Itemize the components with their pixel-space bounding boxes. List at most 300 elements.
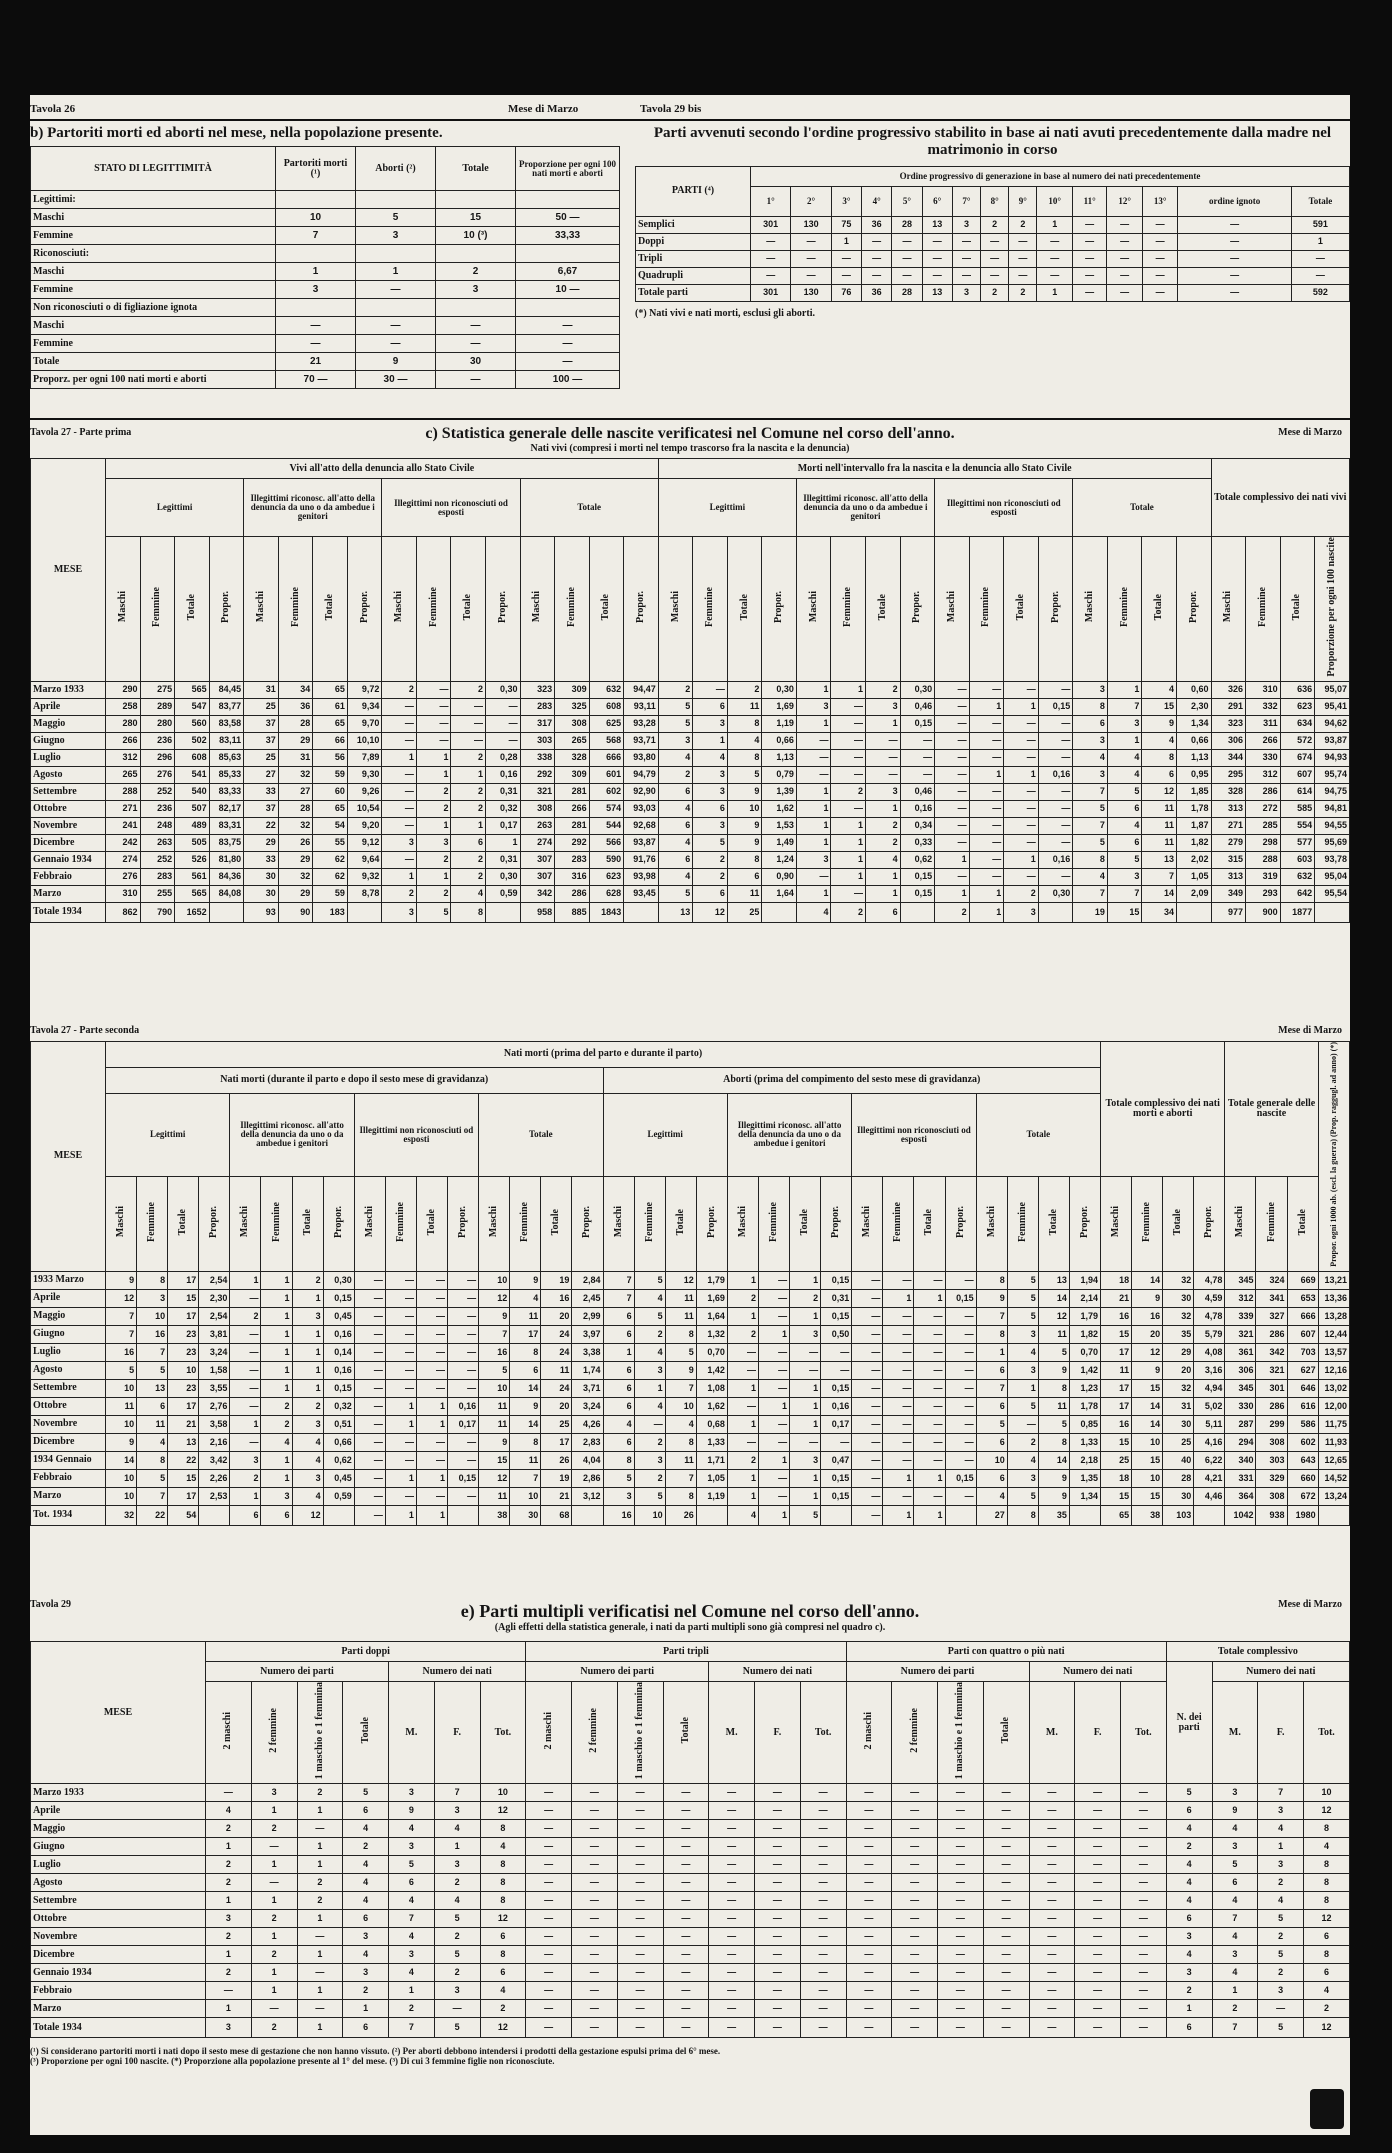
subcol-header: [1107, 537, 1142, 682]
table-cell: —: [1121, 1910, 1167, 1928]
table-cell: 2: [1166, 1838, 1212, 1856]
table-cell: —: [1075, 1910, 1121, 1928]
row-label: Marzo: [31, 2000, 206, 2018]
sub-num-parti: Numero dei parti: [526, 1662, 709, 1682]
table-cell: —: [526, 2000, 572, 2018]
row-label: Maschi: [31, 317, 276, 335]
table-cell: 5,11: [1194, 1415, 1225, 1433]
table-cell: —: [758, 1271, 789, 1289]
row-label: Maschi: [31, 209, 276, 227]
table-cell: —: [846, 1802, 892, 1820]
table-cell: —: [1121, 1874, 1167, 1892]
table-cell: 83,31: [209, 817, 244, 834]
table-cell: 977: [1211, 902, 1246, 922]
table-cell: —: [846, 1982, 892, 2000]
table-cell: —: [892, 250, 922, 267]
table-cell: 0,16: [1038, 851, 1073, 868]
table-cell: 1: [969, 885, 1004, 902]
table-cell: —: [883, 1487, 914, 1505]
subcol-header: [846, 1682, 892, 1784]
table-cell: 311: [1246, 715, 1281, 732]
table-cell: 0,33: [900, 834, 935, 851]
table-cell: 13: [658, 902, 693, 922]
table-cell: 4: [389, 1892, 435, 1910]
table-cell: —: [1075, 1946, 1121, 1964]
table-cell: 2: [727, 1289, 758, 1307]
table-cell: 62: [313, 868, 348, 885]
table-cell: —: [758, 1307, 789, 1325]
table-cell: —: [983, 2000, 1029, 2018]
table-cell: 628: [589, 885, 624, 902]
table-row: [31, 335, 620, 353]
table-cell: 1980: [1287, 1505, 1318, 1525]
table-cell: 4: [292, 1433, 323, 1451]
row-label: Novembre: [31, 1415, 106, 1433]
subcol-label: Totale: [462, 593, 474, 620]
table-cell: 6: [230, 1505, 261, 1525]
table-cell: [356, 299, 436, 317]
subcol-header: [347, 537, 382, 682]
subcol-header: [244, 537, 279, 682]
table-cell: —: [663, 1874, 709, 1892]
table-cell: —: [1291, 250, 1349, 267]
table-cell: —: [1142, 233, 1177, 250]
table-cell: 1: [486, 834, 521, 851]
table-cell: 5: [658, 715, 693, 732]
table-cell: 5: [658, 885, 693, 902]
subcol-header: [1038, 537, 1073, 682]
subcol-label: Maschi: [1110, 1206, 1122, 1238]
table-cell: 601: [589, 766, 624, 783]
table-cell: 20: [1132, 1325, 1163, 1343]
table-cell: —: [800, 1892, 846, 1910]
subcol-label: Propor.: [1049, 590, 1061, 623]
row-label: Maschi: [31, 263, 276, 281]
table-cell: —: [382, 715, 417, 732]
table-cell: 6: [1212, 1874, 1258, 1892]
table-cell: 7: [137, 1343, 168, 1361]
table-cell: 2: [343, 1982, 389, 2000]
table-cell: 2: [1258, 1964, 1304, 1982]
table-cell: 653: [1287, 1289, 1318, 1307]
table-cell: 0,45: [323, 1307, 354, 1325]
table-cell: 565: [175, 885, 210, 902]
table-cell: —: [663, 1946, 709, 1964]
table-cell: —: [1075, 1784, 1121, 1802]
table-cell: —: [983, 1874, 1029, 1892]
table-cell: 6: [976, 1397, 1007, 1415]
table-cell: 85,33: [209, 766, 244, 783]
subcol-label: Totale: [1047, 1208, 1059, 1236]
table-cell: 303: [520, 732, 555, 749]
table-cell: 8: [1073, 851, 1108, 868]
table-cell: 0,70: [696, 1343, 727, 1361]
table-cell: 4,59: [1194, 1289, 1225, 1307]
subcol-label: Totale: [185, 593, 197, 620]
table-cell: 1,08: [696, 1379, 727, 1397]
table-cell: 3: [693, 715, 728, 732]
table-cell: 93,98: [624, 868, 659, 885]
table-cell: 19: [541, 1469, 572, 1487]
table-cell: —: [1178, 284, 1291, 301]
table-cell: 28: [1163, 1469, 1194, 1487]
table-cell: 1: [261, 1379, 292, 1397]
row-label: Settembre: [31, 1379, 106, 1397]
table-cell: —: [382, 783, 417, 800]
table-cell: 1: [866, 800, 901, 817]
sub-num-nati: Numero dei nati: [709, 1662, 846, 1682]
table-cell: 5: [1258, 2018, 1304, 2038]
table-cell: —: [382, 851, 417, 868]
table-cell: —: [1178, 216, 1291, 233]
table-cell: 11: [137, 1415, 168, 1433]
table-cell: 11: [1101, 1361, 1132, 1379]
subcol-header: [168, 1176, 199, 1271]
table-cell: 5: [665, 1343, 696, 1361]
table-cell: 4: [434, 1820, 480, 1838]
table-cell: —: [206, 1784, 252, 1802]
subcol-header: [572, 1176, 603, 1271]
table-cell: —: [751, 267, 791, 284]
table-cell: —: [846, 1910, 892, 1928]
table-cell: 29: [1163, 1343, 1194, 1361]
subcol-label: Propor.: [1187, 590, 1199, 623]
table-cell: 2,14: [1069, 1289, 1100, 1307]
table-cell: 296: [140, 749, 175, 766]
row-label: Ottobre: [31, 1397, 106, 1415]
table-cell: 6: [1304, 1964, 1350, 1982]
table-cell: —: [892, 233, 922, 250]
table-cell: 13: [922, 216, 952, 233]
subcol-header: [292, 1176, 323, 1271]
table-row: [31, 681, 1350, 698]
table-cell: 4: [1304, 1838, 1350, 1856]
table-cell: 636: [1280, 681, 1315, 698]
table-cell: 3: [1212, 1838, 1258, 1856]
table-cell: —: [617, 2018, 663, 2038]
table-cell: 3,71: [572, 1379, 603, 1397]
table-cell: 1: [1212, 1982, 1258, 2000]
table-cell: 1,78: [1069, 1397, 1100, 1415]
subcol-label: Totale: [359, 1717, 371, 1744]
table-row: [31, 1928, 1350, 1946]
table-cell: 10: [479, 1271, 510, 1289]
table-cell: 286: [1256, 1397, 1287, 1415]
table-cell: 4: [1107, 766, 1142, 783]
subcol-header: [1142, 537, 1177, 682]
sub-num-nati: Numero dei nati: [1029, 1662, 1166, 1682]
table-cell: 2: [634, 1433, 665, 1451]
table-cell: 586: [1287, 1415, 1318, 1433]
table-cell: —: [572, 1838, 618, 1856]
table-cell: —: [634, 1415, 665, 1433]
table-cell: —: [969, 834, 1004, 851]
table-row: [31, 209, 620, 227]
row-label: Semplici: [636, 216, 751, 233]
table-row: [31, 851, 1350, 868]
table-cell: —: [385, 1361, 416, 1379]
table-row: [31, 868, 1350, 885]
table-cell: 15: [168, 1469, 199, 1487]
table-cell: 0,16: [323, 1325, 354, 1343]
row-label: Giugno: [31, 1325, 106, 1343]
table-cell: —: [846, 2018, 892, 2038]
table-cell: —: [297, 1964, 343, 1982]
subcol-header: [762, 537, 797, 682]
table-cell: 10: [106, 1379, 137, 1397]
table-cell: —: [251, 1874, 297, 1892]
table-cell: 95,04: [1315, 868, 1350, 885]
subcol-label: 2 femmine: [588, 1708, 600, 1753]
table-cell: 674: [1280, 749, 1315, 766]
table-cell: 4: [658, 834, 693, 851]
table-cell: [1069, 1505, 1100, 1525]
subcol-header: [106, 537, 141, 682]
partoriti-table: [30, 146, 620, 389]
table-cell: 16: [1132, 1307, 1163, 1325]
subcol-header: [261, 1176, 292, 1271]
table-cell: —: [1121, 1856, 1167, 1874]
table-cell: 9: [1142, 715, 1177, 732]
table-cell: 13: [168, 1433, 199, 1451]
table-cell: 502: [175, 732, 210, 749]
table-cell: 5: [603, 1469, 634, 1487]
table-cell: 54: [168, 1505, 199, 1525]
table-cell: 0,32: [486, 800, 521, 817]
subcol-label: Totale: [674, 1208, 686, 1236]
table-cell: 1: [883, 1505, 914, 1525]
table-cell: 0,16: [323, 1361, 354, 1379]
table-cell: —: [385, 1289, 416, 1307]
table-cell: 0,28: [486, 749, 521, 766]
table-cell: 60: [313, 783, 348, 800]
table-cell: 18: [1101, 1271, 1132, 1289]
table-cell: —: [663, 1856, 709, 1874]
table-cell: —: [831, 749, 866, 766]
table-cell: 3: [1258, 1802, 1304, 1820]
table-cell: 301: [1256, 1379, 1287, 1397]
table-cell: —: [1072, 216, 1106, 233]
table-cell: 1,62: [762, 800, 797, 817]
subcol-header: [1132, 1176, 1163, 1271]
ordine-col: 7°: [952, 186, 980, 216]
table-cell: 2: [382, 681, 417, 698]
table-cell: 21: [1101, 1289, 1132, 1307]
table-cell: 2,76: [199, 1397, 230, 1415]
subcol-label: Femmine: [1016, 1201, 1028, 1242]
table-cell: —: [800, 1928, 846, 1946]
subcol-label: Femmine: [1141, 1201, 1153, 1242]
table-cell: 1: [292, 1361, 323, 1379]
subcol-label: Femmine: [519, 1201, 531, 1242]
table-cell: —: [709, 1892, 755, 1910]
table-cell: 91,76: [624, 851, 659, 868]
table-cell: 1,87: [1176, 817, 1211, 834]
table-cell: —: [617, 1838, 663, 1856]
table-cell: 94,75: [1315, 783, 1350, 800]
table-cell: 1: [206, 1838, 252, 1856]
table-cell: —: [935, 715, 970, 732]
subcol-header: [790, 1176, 821, 1271]
table-cell: —: [1004, 834, 1039, 851]
table-cell: 312: [1225, 1289, 1256, 1307]
table-cell: —: [617, 1874, 663, 1892]
subcol-header: [137, 1176, 168, 1271]
subcol-label: Femmine: [146, 1201, 158, 1242]
table-cell: —: [1004, 681, 1039, 698]
total-row: [31, 2018, 1350, 2038]
row-label: Settembre: [31, 1892, 206, 1910]
table-cell: 281: [555, 817, 590, 834]
row-label: Ottobre: [31, 1910, 206, 1928]
table-cell: 324: [1256, 1271, 1287, 1289]
ordine-col: 10°: [1037, 186, 1072, 216]
table-cell: 1: [416, 1469, 447, 1487]
table-cell: 275: [140, 681, 175, 698]
table-cell: 65: [313, 715, 348, 732]
table-cell: 28: [892, 216, 922, 233]
table-cell: 38: [479, 1505, 510, 1525]
table-cell: 3: [434, 1982, 480, 2000]
table-cell: 9: [1132, 1289, 1163, 1307]
table-cell: 4,21: [1194, 1469, 1225, 1487]
table-cell: 325: [555, 698, 590, 715]
table-cell: 2: [658, 681, 693, 698]
table-cell: 1: [790, 1397, 821, 1415]
table-cell: —: [572, 1928, 618, 1946]
table-cell: 6: [510, 1361, 541, 1379]
table-cell: —: [831, 732, 866, 749]
table-cell: 1,53: [762, 817, 797, 834]
table-cell: —: [831, 766, 866, 783]
table-cell: —: [486, 698, 521, 715]
table-cell: 6: [603, 1397, 634, 1415]
table-cell: —: [1075, 1982, 1121, 2000]
subcol-header: [486, 537, 521, 682]
table-cell: 8: [1038, 1379, 1069, 1397]
table-cell: —: [1121, 1928, 1167, 1946]
table-cell: 1: [261, 1325, 292, 1343]
subcol-label: Maschi: [612, 1206, 624, 1238]
table-cell: 3: [634, 1451, 665, 1469]
col-mese: MESE: [31, 1042, 106, 1272]
table-cell: 95,07: [1315, 681, 1350, 698]
subcol-header: [343, 1682, 389, 1784]
subcol-header: Tot.: [800, 1682, 846, 1784]
table-cell: 2,86: [572, 1469, 603, 1487]
subcol-header: [1256, 1176, 1287, 1271]
table-cell: 9: [976, 1289, 1007, 1307]
table-cell: —: [945, 1415, 976, 1433]
table-cell: 8: [480, 1892, 526, 1910]
table-cell: —: [852, 1433, 883, 1451]
table-cell: 83,77: [209, 698, 244, 715]
table-cell: —: [448, 1433, 479, 1451]
table-cell: —: [1029, 1928, 1075, 1946]
table-cell: 0,66: [1176, 732, 1211, 749]
table-cell: 3: [230, 1451, 261, 1469]
table-cell: 603: [1280, 851, 1315, 868]
table-cell: 0,30: [1038, 885, 1073, 902]
table-cell: —: [938, 1856, 984, 1874]
table-row: [31, 1379, 1350, 1397]
table-cell: 5: [658, 698, 693, 715]
table-row: [31, 353, 620, 371]
table-cell: 2: [1004, 885, 1039, 902]
table-cell: 17: [168, 1271, 199, 1289]
table-cell: 2: [416, 885, 451, 902]
table-cell: 6: [603, 1433, 634, 1451]
subcol-label: Propor.: [208, 1205, 220, 1238]
table-cell: —: [448, 1289, 479, 1307]
table-cell: —: [693, 681, 728, 698]
table-cell: —: [969, 681, 1004, 698]
table-cell: 8: [137, 1271, 168, 1289]
table-cell: 4: [1212, 1928, 1258, 1946]
table-cell: 93: [244, 902, 279, 922]
row-label: Agosto: [31, 766, 106, 783]
table-cell: —: [1121, 1964, 1167, 1982]
table-cell: 5: [634, 1487, 665, 1505]
table-cell: 3: [952, 284, 980, 301]
table-cell: —: [900, 749, 935, 766]
table-cell: 7: [1073, 783, 1108, 800]
table-cell: 1: [206, 1946, 252, 1964]
table-cell: —: [983, 1964, 1029, 1982]
table-cell: —: [821, 1361, 852, 1379]
table-cell: 3: [382, 902, 417, 922]
table-cell: 2,18: [1069, 1451, 1100, 1469]
subcol-header: M.: [709, 1682, 755, 1784]
table-cell: —: [892, 2018, 938, 2038]
table-cell: 1: [385, 1397, 416, 1415]
table-cell: —: [1004, 715, 1039, 732]
table-cell: —: [866, 766, 901, 783]
table-cell: 54: [313, 817, 348, 834]
table-cell: 2: [297, 1892, 343, 1910]
table-cell: 8: [665, 1433, 696, 1451]
table-cell: —: [983, 1784, 1029, 1802]
table-cell: 4: [137, 1433, 168, 1451]
table-cell: 616: [1287, 1397, 1318, 1415]
table-cell: —: [572, 1910, 618, 1928]
table-cell: 1: [969, 698, 1004, 715]
table-cell: 2: [206, 1820, 252, 1838]
table-cell: 70 —: [276, 371, 356, 389]
table-cell: 308: [520, 800, 555, 817]
table-cell: 292: [520, 766, 555, 783]
table-cell: 0,59: [323, 1487, 354, 1505]
table-row: [31, 1415, 1350, 1433]
subcol-label: Maschi: [254, 591, 266, 623]
table-cell: 263: [520, 817, 555, 834]
table-cell: —: [1142, 267, 1177, 284]
table-cell: —: [938, 1820, 984, 1838]
table-cell: 274: [520, 834, 555, 851]
row-label: Maggio: [31, 1820, 206, 1838]
table-cell: 12: [480, 1802, 526, 1820]
table-cell: —: [1038, 732, 1073, 749]
table-cell: 2: [416, 851, 451, 868]
table-cell: —: [914, 1397, 945, 1415]
table-cell: 24: [541, 1325, 572, 1343]
subcol-label: 2 femmine: [908, 1708, 920, 1753]
table-row: [31, 1487, 1350, 1505]
table-cell: 1: [758, 1505, 789, 1525]
table-cell: 1: [727, 1379, 758, 1397]
table-cell: 17: [541, 1433, 572, 1451]
table-cell: 2: [693, 851, 728, 868]
